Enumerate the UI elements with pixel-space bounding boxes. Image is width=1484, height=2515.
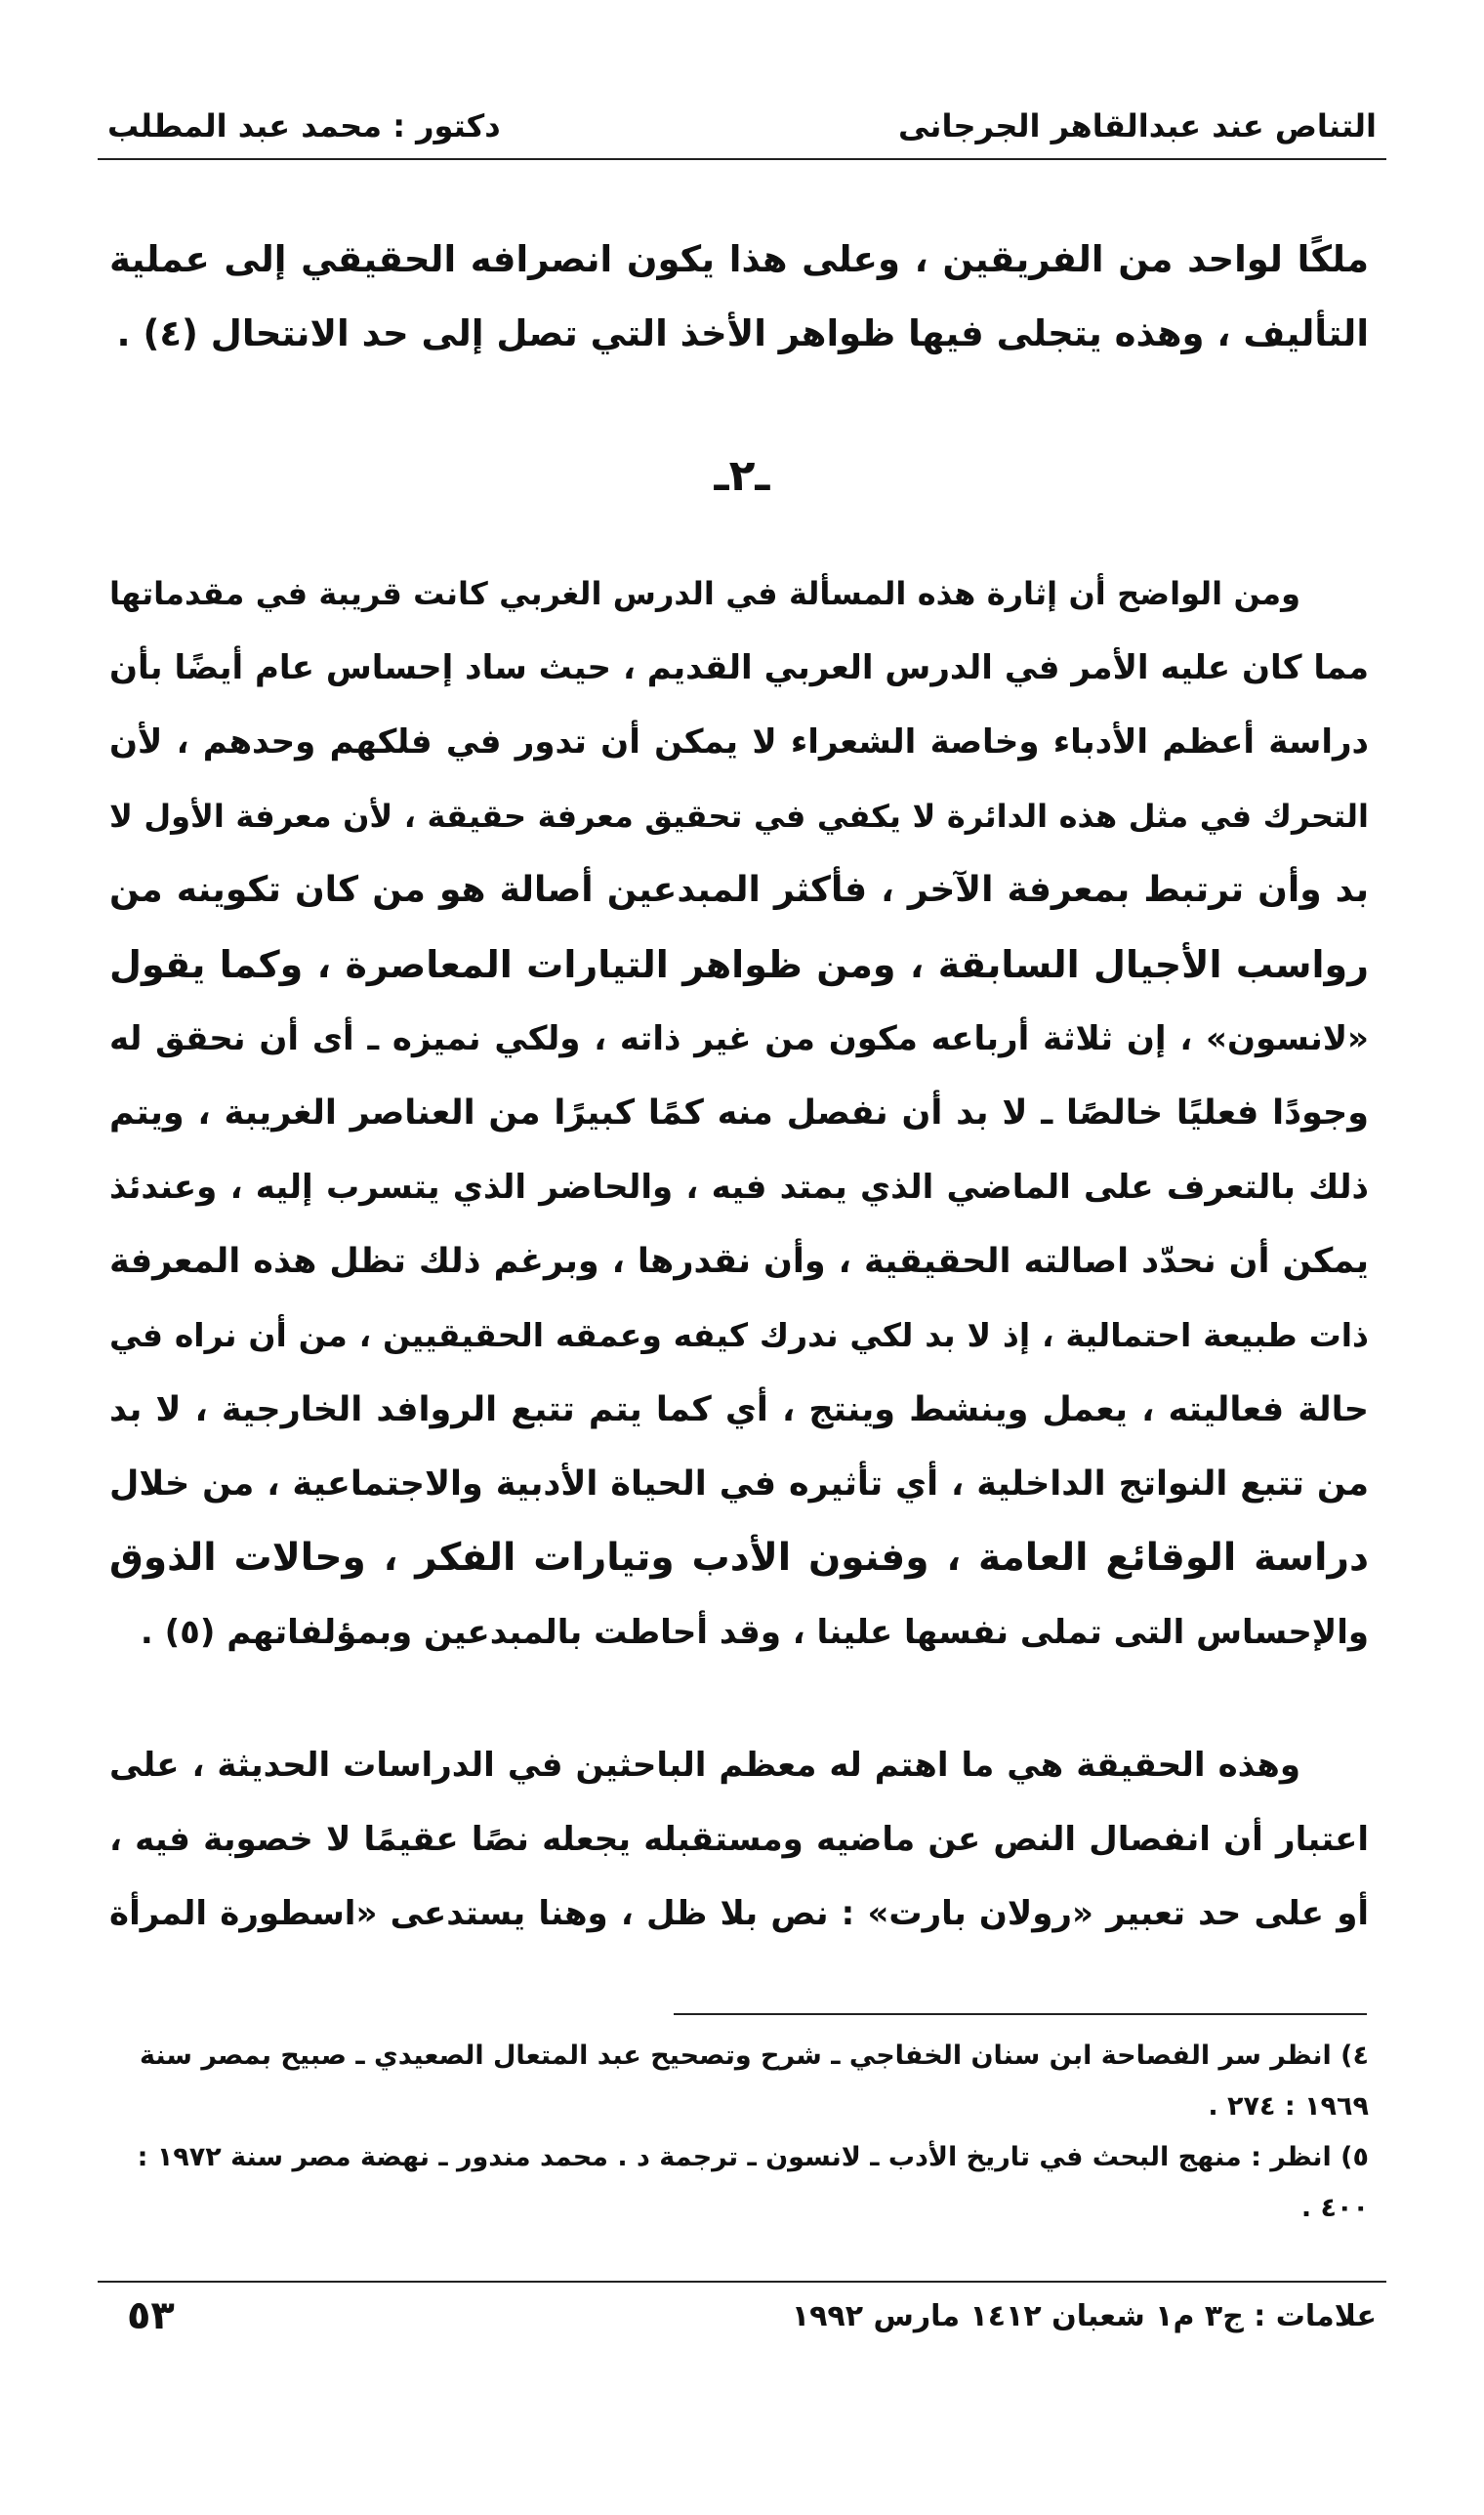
footnote-line: ٥) انظر : منهج البحث في تاريخ الأدب ـ لانسون ـ ترجمة د . محمد مندور ـ نهضة مصر سنة ١٩٧٢ : [137, 2142, 1369, 2172]
page-footer [98, 2289, 1386, 2348]
text-line: دراسة أعظم الأدباء وخاصة الشعراء لا يمكن أن تدور في فلكهم وحدهم ، لأن [109, 722, 1369, 762]
text-line: والإحساس التى تملى نفسها علينا ، وقد أحاطت بالمبدعين وبمؤلفاتهم (٥) . [140, 1613, 1369, 1652]
text-line: ذلك بالتعرف على الماضي الذي يمتد فيه ، والحاضر الذي يتسرب إليه ، وعندئذ [109, 1168, 1369, 1207]
footnote-line: ٤) انظر سر الفصاحة ابن سنان الخفاجي ـ شرح وتصحيح عبد المتعال الصعيدي ـ صبيح بمصر سنة [140, 2041, 1369, 2071]
text-line: وهذه الحقيقة هي ما اهتم له معظم الباحثين في الدراسات الحديثة ، على [109, 1746, 1300, 1785]
footnotes [117, 2031, 1369, 2234]
journal-citation: علامات : ج٣ م١ شعبان ١٤١٢ مارس ١٩٩٢ [791, 2299, 1377, 2333]
text-line: مما كان عليه الأمر في الدرس العربي القديم ، حيث ساد إحساس عام أيضًا بأن [109, 648, 1369, 687]
text-line: رواسب الأجيال السابقة ، ومن ظواهر التيارات المعاصرة ، وكما يقول [109, 943, 1369, 986]
text-line: من تتبع النواتج الداخلية ، أي تأثيره في الحياة الأدبية والاجتماعية ، من خلال [109, 1464, 1369, 1504]
text-line: التأليف ، وهذه يتجلى فيها ظواهر الأخذ التي تصل إلى حد الانتحال (٤) . [116, 312, 1369, 354]
text-line: وجودًا فعليًا خالصًا ـ لا بد أن نفصل منه كمًا كبيرًا من العناصر الغريبة ، ويتم [109, 1093, 1369, 1133]
author-name: دكتور : محمد عبد المطلب [107, 107, 501, 144]
text-line: «لانسون» ، إن ثلاثة أرباعه مكون من غير ذاته ، ولكي نميزه ـ أى أن نحقق له [109, 1019, 1369, 1058]
paragraph-last [109, 1728, 1369, 1951]
running-header [98, 98, 1386, 156]
section-number: ـ٢ـ [714, 451, 770, 501]
text-line: حالة فعاليته ، يعمل وينشط وينتج ، أي كما يتم تتبع الروافد الخارجية ، لا بد [109, 1390, 1369, 1429]
text-line: ومن الواضح أن إثارة هذه المسألة في الدرس الغربي كانت قريبة في مقدماتها [109, 575, 1300, 612]
paragraph-top [109, 223, 1369, 371]
text-line: اعتبار أن انفصال النص عن ماضيه ومستقبله يجعله نصًا عقيمًا لا خصوبة فيه ، [109, 1820, 1369, 1859]
text-line: بد وأن ترتبط بمعرفة الآخر ، فأكثر المبدعين أصالة هو من كان تكوينه من [109, 870, 1369, 910]
text-line: يمكن أن نحدّد اصالته الحقيقية ، وأن نقدرها ، وبرغم ذلك تظل هذه المعرفة [109, 1242, 1369, 1281]
footnote-rule [674, 2013, 1367, 2015]
footer-rule [98, 2281, 1386, 2283]
header-rule [98, 158, 1386, 160]
text-line: ذات طبيعة احتمالية ، إذ لا بد لكي ندرك كيفه وعمقه الحقيقيين ، من أن نراه في [109, 1316, 1369, 1354]
text-line: ملكًا لواحد من الفريقين ، وعلى هذا يكون انصرافه الحقيقي إلى عملية [109, 238, 1369, 280]
footnote-line: ١٩٦٩ : ٢٧٤ . [1208, 2091, 1369, 2122]
text-line: التحرك في مثل هذه الدائرة لا يكفي في تحقيق معرفة حقيقة ، لأن معرفة الأول لا [109, 798, 1369, 835]
text-line: دراسة الوقائع العامة ، وفنون الأدب وتيارات الفكر ، وحالات الذوق [109, 1536, 1369, 1580]
footnote-line: ٤٠٠ . [1300, 2193, 1369, 2223]
text-line: أو على حد تعبير «رولان بارت» : نص بلا ظل ، وهنا يستدعى «اسطورة المرأة [109, 1894, 1369, 1933]
page-number: ٥٣ [127, 2293, 175, 2338]
paragraph-main [109, 557, 1369, 1670]
book-title: التناص عند عبدالقاهر الجرجانى [898, 107, 1377, 144]
